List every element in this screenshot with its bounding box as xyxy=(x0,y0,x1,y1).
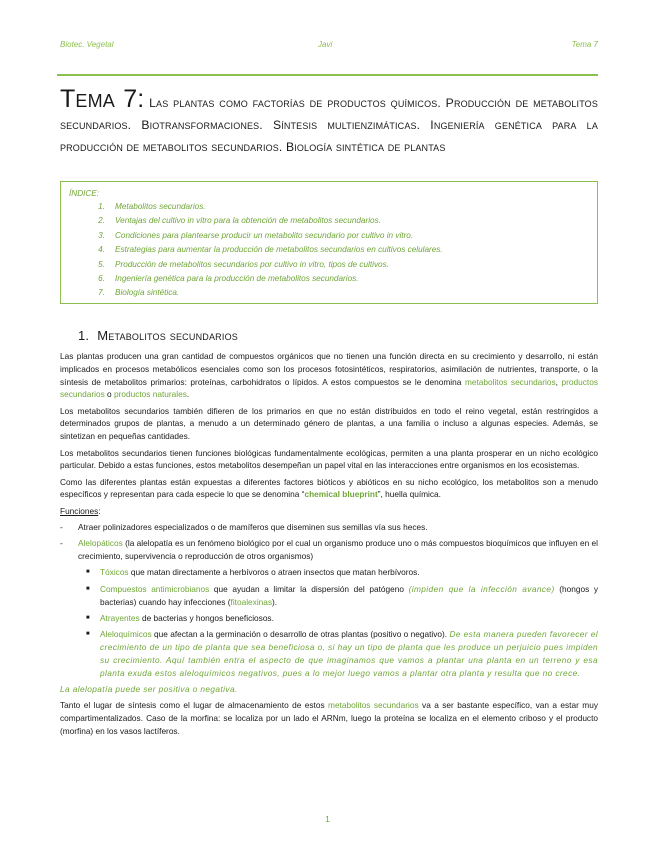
text-run: que afectan a la germinación o desarrollo de otras plantas (positivo o negativo). xyxy=(151,629,450,640)
term: fitoalexinas xyxy=(230,596,273,607)
function-item xyxy=(60,521,598,534)
index-text: Condiciones para plantearse producir un metabolito secundario por cultivo in vitro. xyxy=(115,230,414,240)
page-number: 1 xyxy=(325,814,330,824)
text-run: que matan directamente a herbívoros o atraen insectos que matan herbívoros. xyxy=(128,567,420,578)
paragraph-3: Los metabolitos secundarios tienen funciones biológicas fundamentalmente ecológicas, permiten a una planta prosperar en un nicho ecológico particular. Debido a estas funciones, estos metabolitos desempeñan un papel vital en las interacciones entre organismos en los ecosistemas. xyxy=(60,447,598,471)
body-text xyxy=(60,350,598,741)
index-num: 4. xyxy=(98,245,105,255)
note: (impiden que la infección avance) xyxy=(408,583,555,594)
index-item xyxy=(69,243,589,257)
sub-item xyxy=(60,566,598,579)
paragraph-5 xyxy=(60,699,598,737)
term: metabolitos secundarios xyxy=(328,700,419,711)
text-run: ”, huella química. xyxy=(377,489,441,500)
text-run: Atraer polinizadores especializados o de mamíferos que diseminen sus semillas vía sus heces. xyxy=(78,522,428,533)
square-bullet-icon: ■ xyxy=(86,614,90,621)
title-text: Las plantas como factorías de productos químicos. Producción de metabolitos secundarios. Biotransformaciones. Síntesis multienzimáticas. Ingeniería genética para la producción de metabolitos secundarios. Biología sintética de plantas xyxy=(60,96,598,154)
text-run: , xyxy=(555,376,562,387)
index-item xyxy=(69,258,589,272)
square-bullet-icon: ■ xyxy=(86,631,90,638)
index-num: 5. xyxy=(98,259,105,269)
header-left: Biotec. Vegetal xyxy=(60,40,114,49)
index-num: 7. xyxy=(98,288,105,298)
dash-marker: - xyxy=(60,538,63,549)
text-run: (la alelopatía es un fenómeno biológico por el cual un organismo produce uno o más compuestos bioquímicos que influyen en el crecimiento, supervivencia o reproducción de otros organismos) xyxy=(78,538,598,562)
sub-item xyxy=(60,583,598,609)
section-number: 1. xyxy=(78,328,90,343)
index-list xyxy=(69,200,589,301)
header-rule xyxy=(57,74,598,76)
index-text: Estrategias para aumentar la producción de metabolitos secundarios en cultivos celulares. xyxy=(115,245,443,255)
index-item xyxy=(69,200,589,214)
header-center: Javi xyxy=(318,40,333,49)
dash-marker: - xyxy=(60,522,63,533)
text-run: que ayudan a limitar la dispersión del patógeno xyxy=(209,583,409,594)
term: Tóxicos xyxy=(100,567,129,578)
section-title: Metabolitos secundarios xyxy=(97,328,238,343)
paragraph-4 xyxy=(60,476,598,502)
square-bullet-icon: ■ xyxy=(86,585,90,592)
term: Alelopáticos xyxy=(78,538,123,549)
page-header xyxy=(60,40,598,52)
text-run: o xyxy=(104,389,114,400)
index-text: Biología sintética. xyxy=(115,288,180,298)
text-run: va a ser bastante específico, van a estar muy compartimentalizados. Caso de la morfina: se localiza por un lado el ARNm, luego la proteína se localiza en el elemento criboso y el producto (morfina) en los vasos lactíferos. xyxy=(60,700,598,736)
function-item xyxy=(60,537,598,563)
square-bullet-icon: ■ xyxy=(86,569,90,576)
term: Atrayentes xyxy=(100,612,140,623)
text-run: . xyxy=(186,389,190,400)
sub-item xyxy=(60,612,598,625)
index-heading: ÍNDICE: xyxy=(69,189,100,198)
index-text: Producción de metabolitos secundarios por cultivo in vitro, tipos de cultivos. xyxy=(115,259,389,269)
index-item xyxy=(69,214,589,228)
text-run: Como las diferentes plantas están expuestas a diferentes factores bióticos y abióticos en su nicho ecológico, los metabolitos son a menudo específicos y representan para cada especie lo que se denomina “ xyxy=(60,476,598,500)
index-text: Ventajas del cultivo in vitro para la obtención de metabolitos secundarios. xyxy=(115,216,381,226)
funciones-underlined: Funciones xyxy=(60,505,99,516)
text-run: Las plantas producen una gran cantidad de compuestos orgánicos que no tienen una función directa en su crecimiento y desarrollo, ni están implicados en procesos metabólicos esenciales como son los procesos fotosintéticos, respiratorios, asimilación de nutrientes, transporte, o la síntesis de metabolitos primarios: proteínas, carbohidratos o lípidos. A estos compuestos se le denomina xyxy=(60,351,598,387)
section-heading xyxy=(78,328,238,343)
term: Aleloquímicos xyxy=(100,629,152,640)
index-text: Metabolitos secundarios. xyxy=(115,202,206,211)
paragraph-1 xyxy=(60,350,598,401)
term: productos secundarios xyxy=(60,376,598,400)
note-line: La alelopatía puede ser positiva o negativa. xyxy=(60,683,238,694)
index-num: 2. xyxy=(98,216,105,226)
text-run: Tanto el lugar de síntesis como el lugar de almacenamiento de estos xyxy=(60,700,329,711)
note: De esta manera pueden favorecer el crecimiento de un tipo de planta que sea beneficiosa o, si hay un tipo de planta que les produce un perjuicio pues impiden su crecimiento. Aquí también entra el aspecto de que imaginamos que vamos a plantar una planta en un terreno y esa planta exuda estos aleloquímicos negativos, pues a lo mejor luego vamos a plantar otra planta y resulta que no crece. xyxy=(100,629,598,678)
paragraph-2: Los metabolitos secundarios también difieren de los primarios en que no están distribuidos en todo el reino vegetal, están restringidos a determinados grupos de plantas, a menudo a un determinado género de plantas, a una familia o incluso a algunas especies. Además, se sintetizan en pequeñas cantidades. xyxy=(60,405,598,442)
term: Compuestos antimicrobianos xyxy=(100,583,210,594)
index-num: 1. xyxy=(98,202,105,211)
text-run: ). xyxy=(272,596,278,607)
index-box xyxy=(60,181,598,304)
funciones-label xyxy=(60,505,598,518)
title-prefix: Tema 7: xyxy=(60,85,145,113)
text-run: de bacterias y hongos beneficiosos. xyxy=(139,612,274,623)
index-item xyxy=(69,229,589,243)
text-run: : xyxy=(98,505,101,516)
term: chemical blueprint xyxy=(304,489,378,500)
text-run: (hongos y bacterias) cuando hay infecciones ( xyxy=(100,583,598,607)
index-num: 6. xyxy=(98,273,105,283)
header-right: Tema 7 xyxy=(571,40,598,49)
index-item xyxy=(69,286,589,300)
term: metabolitos secundarios xyxy=(464,376,556,387)
index-text: Ingeniería genética para la producción de metabolitos secundarios. xyxy=(115,273,359,283)
term: productos naturales xyxy=(113,389,187,400)
document-title xyxy=(60,85,598,158)
index-item xyxy=(69,272,589,286)
index-num: 3. xyxy=(98,230,105,240)
sub-item xyxy=(60,628,598,679)
